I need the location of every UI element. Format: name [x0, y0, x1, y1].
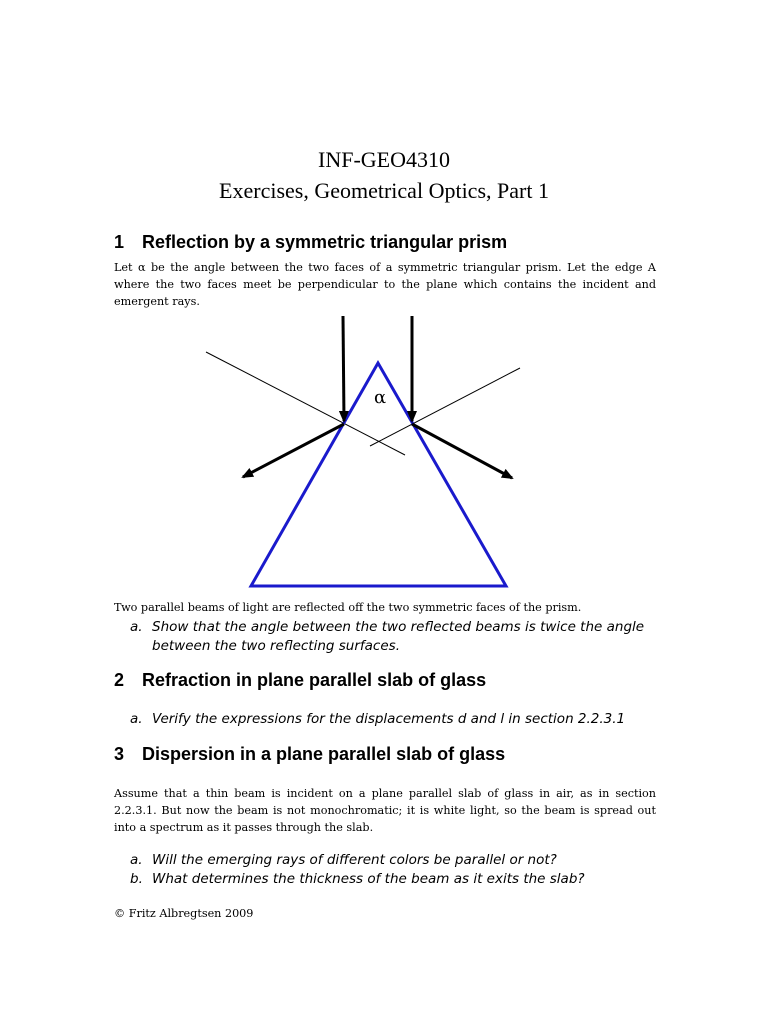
list-marker: a.: [130, 711, 143, 727]
list-marker: b.: [130, 871, 143, 887]
section-2-questions: [130, 710, 670, 729]
question-text: Will the emerging rays of different colors be parallel or not?: [152, 852, 557, 868]
section-number: 1: [114, 232, 125, 252]
list-item: [130, 618, 670, 656]
section-1-caption: Two parallel beams of light are reflected off the two symmetric faces of the prism.: [114, 601, 582, 614]
section-1-intro: Let α be the angle between the two faces of a symmetric triangular prism. Let the edge A where the two faces meet be perpendicular to the plane which contains the incident and emergent rays.: [114, 261, 656, 308]
document-title: INF-GEO4310: [318, 147, 450, 172]
section-title: Refraction in plane parallel slab of glass: [142, 670, 487, 690]
section-3-questions: [130, 851, 670, 889]
section-number: 3: [114, 744, 125, 764]
section-3-intro: Assume that a thin beam is incident on a plane parallel slab of glass in air, as in section 2.2.3.1. But now the beam is not monochromatic; it is white light, so the beam is spread out into a spectrum as it passes through the slab.: [114, 787, 656, 834]
section-3-heading: [114, 743, 505, 765]
list-item: [130, 851, 670, 870]
list-item: [130, 710, 670, 729]
section-title: Reflection by a symmetric triangular prism: [142, 232, 508, 252]
section-title: Dispersion in a plane parallel slab of glass: [142, 744, 506, 764]
section-number: 2: [114, 670, 125, 690]
section-2-heading: [114, 669, 486, 691]
question-text: Show that the angle between the two reflected beams is twice the angle between the two reflecting surfaces.: [152, 619, 645, 654]
question-text: Verify the expressions for the displacements d and l in section 2.2.3.1: [152, 711, 626, 727]
question-text: What determines the thickness of the beam as it exits the slab?: [152, 871, 585, 887]
document-subtitle: Exercises, Geometrical Optics, Part 1: [219, 178, 549, 203]
section-1-questions: [130, 618, 670, 656]
list-marker: a.: [130, 619, 143, 635]
right-normal-line: [370, 368, 520, 446]
alpha-label: α: [374, 387, 387, 408]
incident-ray-left: [343, 316, 344, 421]
list-marker: a.: [130, 852, 143, 868]
copyright-footer: © Fritz Albregtsen 2009: [114, 907, 254, 920]
list-item: [130, 870, 670, 889]
